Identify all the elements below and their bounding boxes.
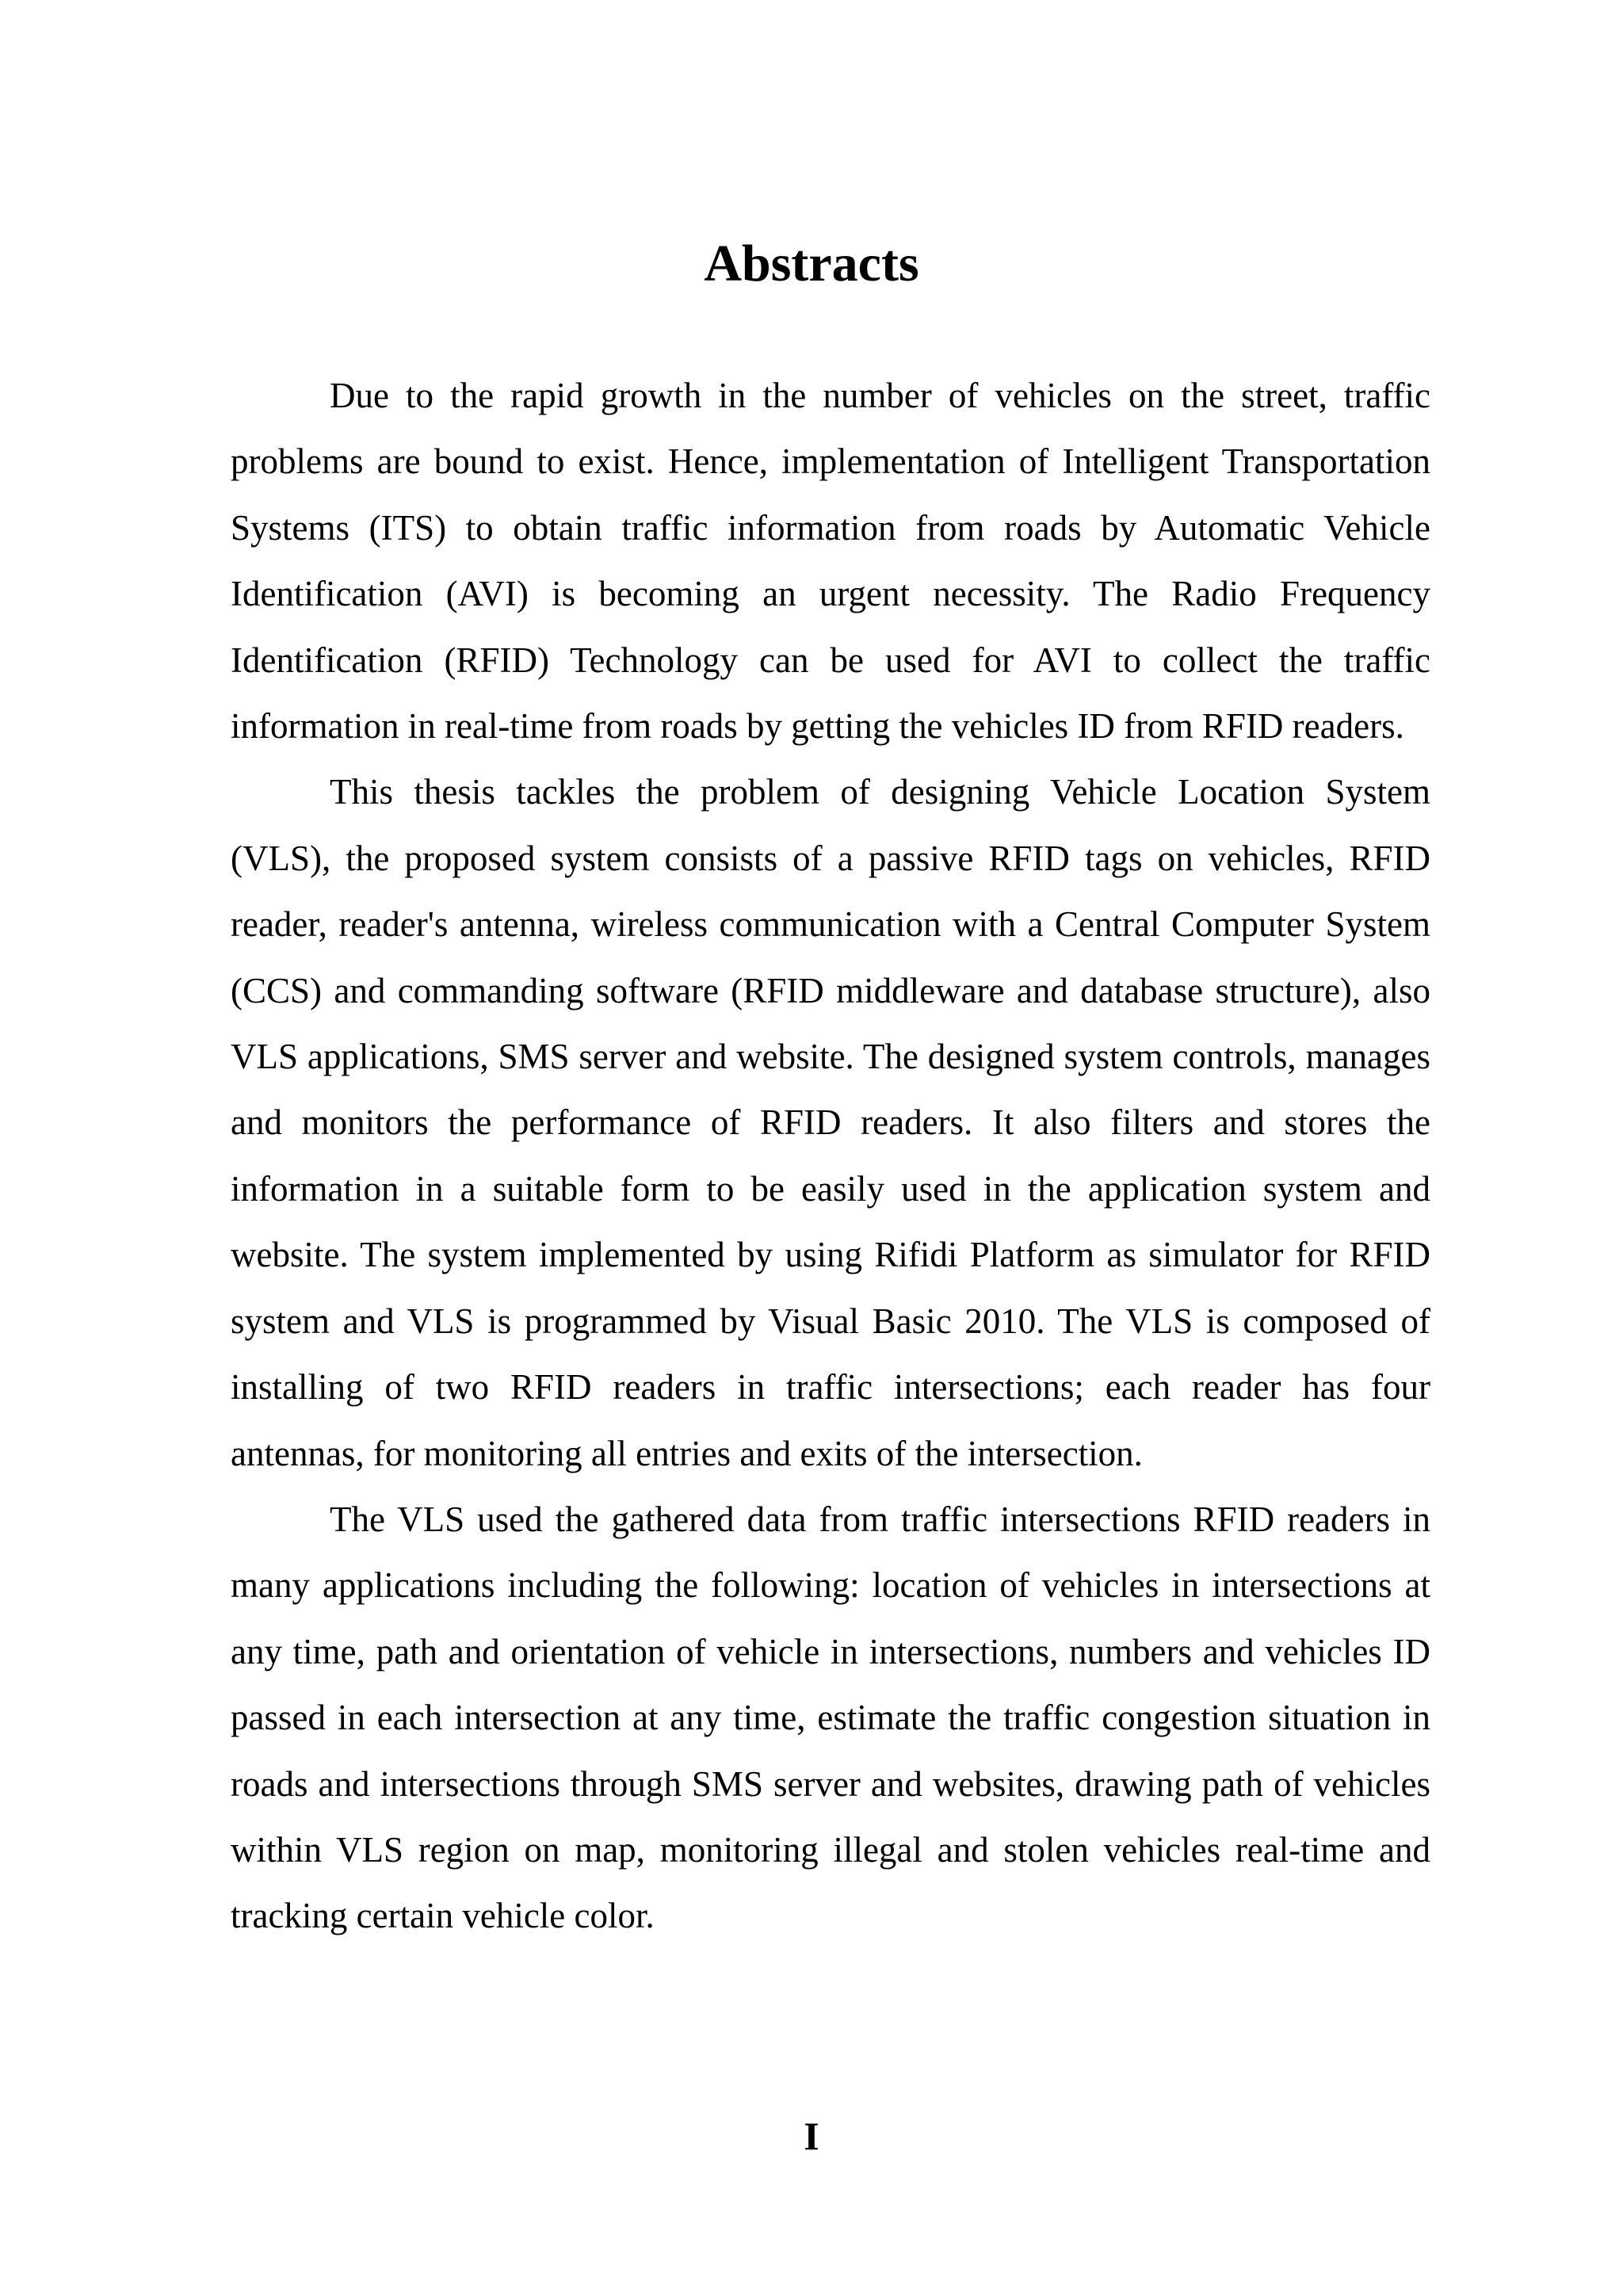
abstract-body [231, 363, 1430, 1950]
page-number: I [804, 2114, 819, 2158]
paragraph-applications: The VLS used the gathered data from traffic intersections RFID readers in many applications including the following: location of vehicles in intersections at any time, path and orientation of vehicle in intersections, numbers and vehicles ID passed in each intersection at any time, estimate the traffic congestion situation in roads and intersections through SMS server and websites, drawing path of vehicles within VLS region on map, monitoring illegal and stolen vehicles real-time and tracking certain vehicle color. [231, 1499, 1430, 1936]
paragraph-system-design: This thesis tackles the problem of designing Vehicle Location System (VLS), the proposed system consists of a passive RFID tags on vehicles, RFID reader, reader's antenna, wireless communication with a Central Computer System (CCS) and commanding software (RFID middleware and database structure), also VLS applications, SMS server and website. The designed system controls, manages and monitors the performance of RFID readers. It also filters and stores the information in a suitable form to be easily used in the application system and website. The system implemented by using Rifidi Platform as simulator for RFID system and VLS is programmed by Visual Basic 2010. The VLS is composed of installing of two RFID readers in traffic intersections; each reader has four antennas, for monitoring all entries and exits of the intersection. [231, 772, 1430, 1473]
paragraph-intro: Due to the rapid growth in the number of vehicles on the street, traffic problems are bound to exist. Hence, implementation of Intelligent Transportation Systems (ITS) to obtain traffic information from roads by Automatic Vehicle Identification (AVI) is becoming an urgent necessity. The Radio Frequency Identification (RFID) Technology can be used for AVI to collect the traffic information in real-time from roads by getting the vehicles ID from RFID readers. [231, 376, 1430, 747]
page-title: Abstracts [704, 235, 919, 292]
